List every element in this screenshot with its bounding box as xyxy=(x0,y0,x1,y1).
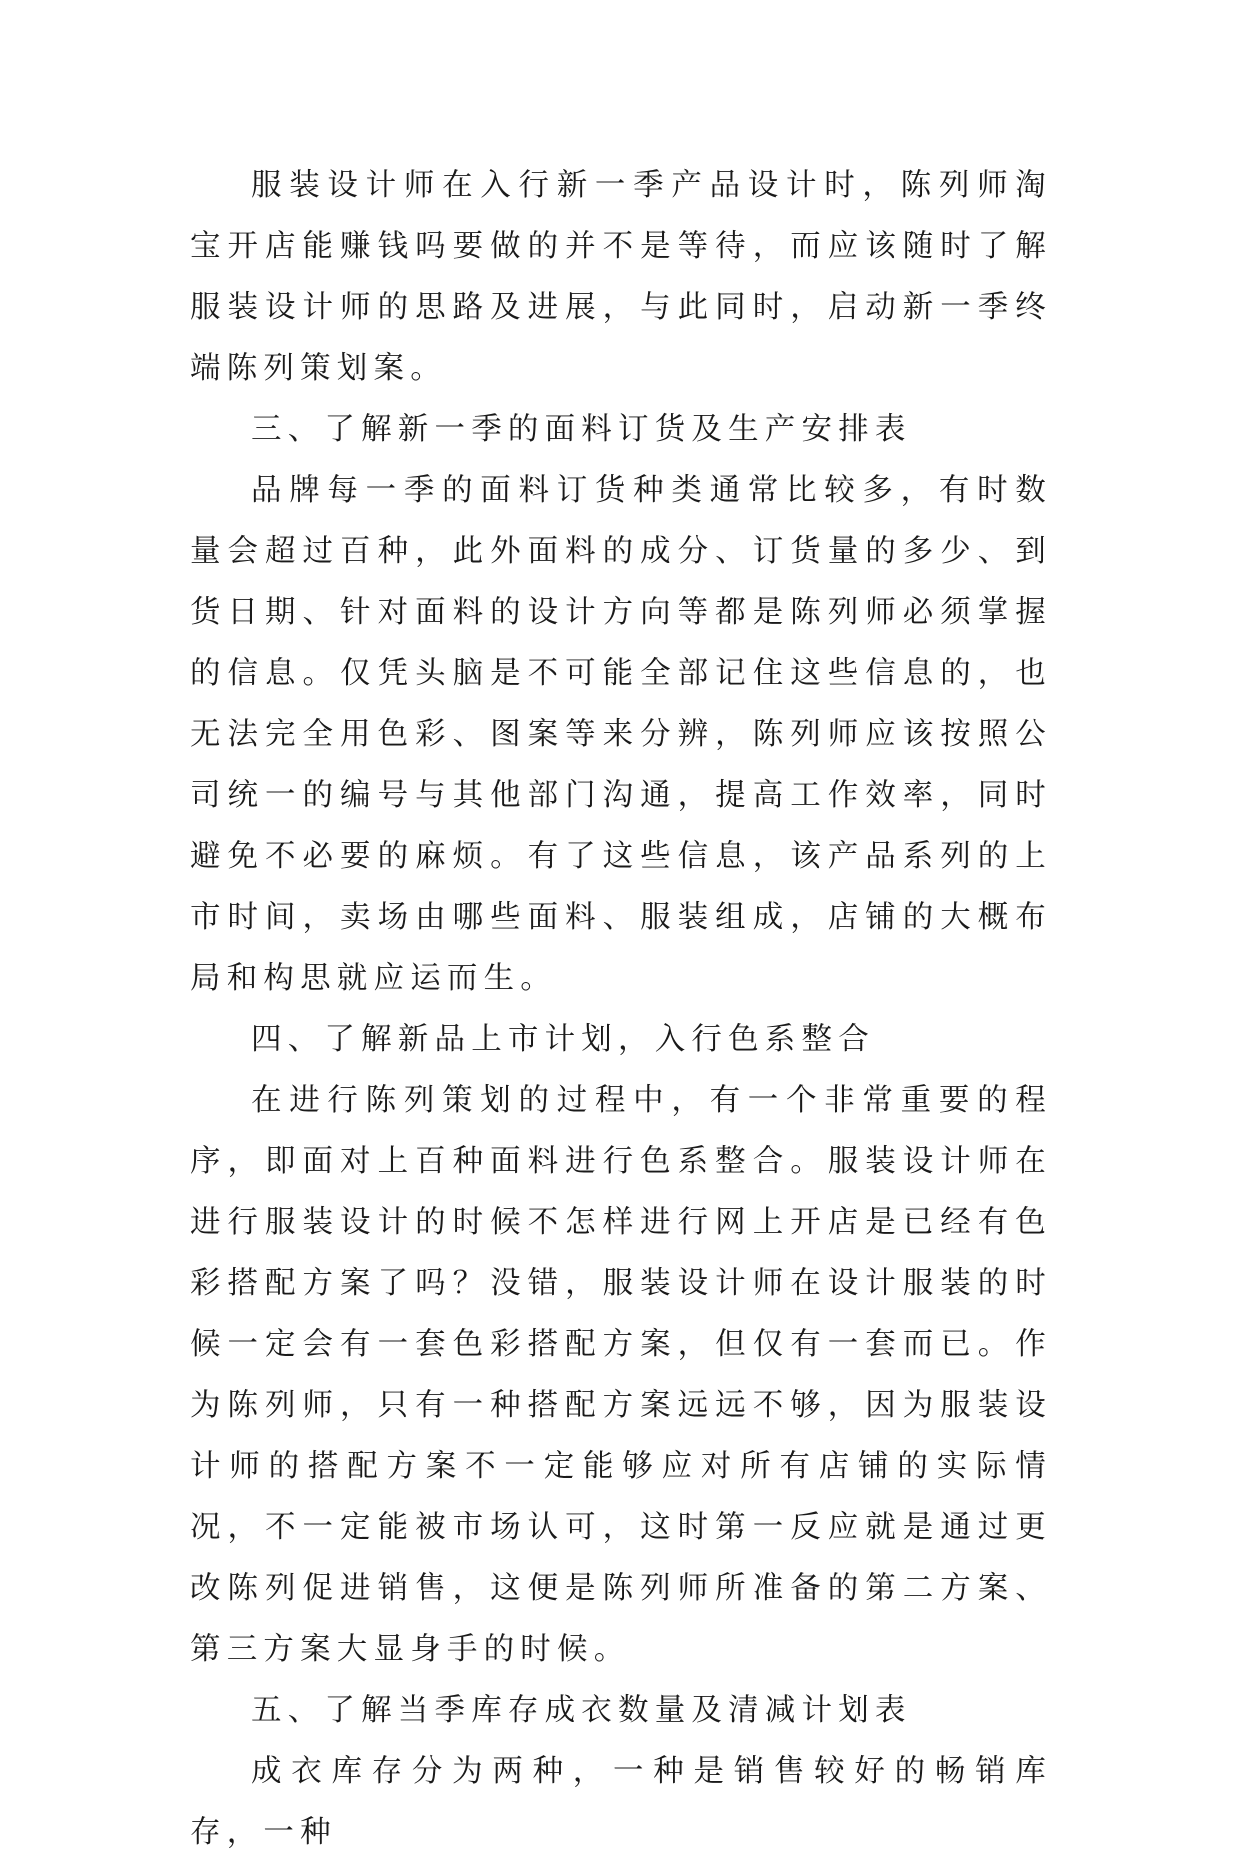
paragraph-inventory: 成衣库存分为两种，一种是销售较好的畅销库存，一种 xyxy=(190,1754,1052,1850)
document-page xyxy=(190,155,1052,1863)
paragraph-fabric-orders: 品牌每一季的面料订货种类通常比较多，有时数量会超过百种，此外面料的成分、订货量的多少、到货日期、针对面料的设计方向等都是陈列师必须掌握的信息。仅凭头脑是不可能全部记住这些信息的，也无法完全用色彩、图案等来分辨，陈列师应该按照公司统一的编号与其他部门沟通，提高工作效率，同时避免不必要的麻烦。有了这些信息，该产品系列的上市时间，卖场由哪些面料、服装组成，店铺的大概布局和构思就应运而生。 xyxy=(190,473,1052,996)
section-heading-3: 三、了解新一季的面料订货及生产安排表 xyxy=(251,412,912,447)
paragraph-color-integration: 在进行陈列策划的过程中，有一个非常重要的程序，即面对上百种面料进行色系整合。服装设计师在进行服装设计的时候不怎样进行网上开店是已经有色彩搭配方案了吗？没错，服装设计师在设计服装的时候一定会有一套色彩搭配方案，但仅有一套而已。作为陈列师，只有一种搭配方案远远不够，因为服装设计师的搭配方案不一定能够应对所有店铺的实际情况，不一定能被市场认可，这时第一反应就是通过更改陈列促进销售，这便是陈列师所准备的第二方案、第三方案大显身手的时候。 xyxy=(190,1083,1052,1667)
section-heading-5: 五、了解当季库存成衣数量及清减计划表 xyxy=(251,1693,912,1728)
paragraph-intro: 服装设计师在入行新一季产品设计时，陈列师淘宝开店能赚钱吗要做的并不是等待，而应该随时了解服装设计师的思路及进展，与此同时，启动新一季终端陈列策划案。 xyxy=(190,168,1052,386)
section-heading-4: 四、了解新品上市计划，入行色系整合 xyxy=(251,1022,875,1057)
